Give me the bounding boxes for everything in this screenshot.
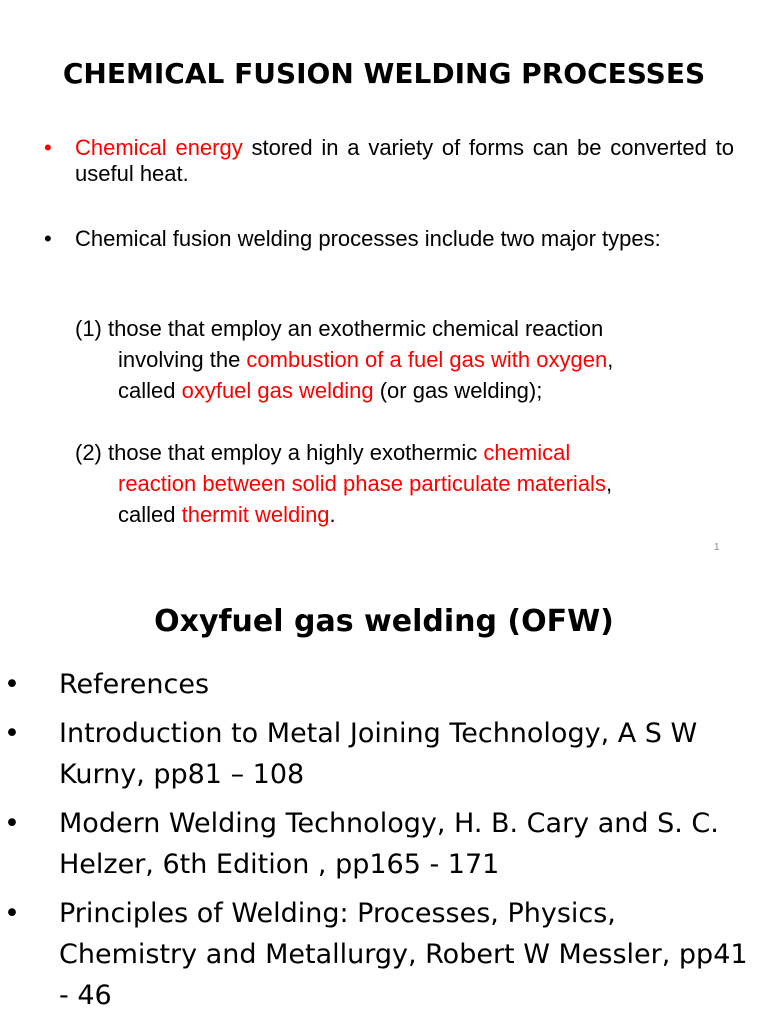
highlight-oxyfuel-gas-welding: oxyfuel gas welding bbox=[181, 378, 374, 403]
highlight-thermit-welding: thermit welding bbox=[181, 502, 330, 527]
highlight-combustion: combustion of a fuel gas with oxygen bbox=[246, 347, 608, 372]
type-item-oxyfuel bbox=[75, 313, 745, 406]
references-list bbox=[0, 664, 768, 1024]
text: (or gas welding); bbox=[373, 378, 543, 403]
highlight-chemical-energy: Chemical energy bbox=[75, 135, 243, 160]
list-item bbox=[0, 893, 749, 1016]
text: . bbox=[329, 502, 336, 527]
page-number: 1 bbox=[714, 542, 720, 553]
slide-title: CHEMICAL FUSION WELDING PROCESSES bbox=[62, 57, 706, 90]
item-line bbox=[75, 344, 745, 375]
item-line: (1) those that employ an exothermic chemical reaction bbox=[75, 316, 604, 341]
bullet-dot: • bbox=[4, 718, 20, 749]
bullet-dot: • bbox=[4, 808, 20, 839]
slide-title: Oxyfuel gas welding (OFW) bbox=[154, 604, 614, 639]
list-item-text: Principles of Welding: Processes, Physics, Chemistry and Metallurgy, Robert W Messler, pp41 - 46 bbox=[59, 898, 748, 1011]
text: called bbox=[118, 502, 182, 527]
list-item-text: Introduction to Metal Joining Technology, A S W Kurny, pp81 – 108 bbox=[59, 718, 698, 790]
item-line bbox=[75, 468, 745, 499]
highlight-solid-phase-reaction: reaction between solid phase particulate materials bbox=[118, 471, 606, 496]
item-line bbox=[75, 499, 745, 530]
list-item bbox=[0, 713, 749, 795]
type-item-thermit bbox=[75, 437, 745, 530]
list-item bbox=[0, 803, 749, 885]
bullet-dot: • bbox=[44, 135, 52, 160]
bullet-dot: • bbox=[4, 669, 20, 700]
bullet-dot: • bbox=[4, 898, 20, 929]
text: (2) those that employ a highly exothermic bbox=[75, 440, 484, 465]
text: , bbox=[607, 347, 614, 372]
slide-oxyfuel-gas-welding bbox=[0, 570, 768, 1024]
text: involving the bbox=[118, 347, 247, 372]
bullet-chemical-energy bbox=[44, 135, 734, 187]
text: called bbox=[118, 378, 182, 403]
bullet-process-types bbox=[44, 226, 734, 252]
text: , bbox=[605, 471, 613, 496]
list-item bbox=[0, 664, 749, 705]
highlight-chemical: chemical bbox=[483, 440, 571, 465]
bullet-text: stored in a variety of forms can be converted to useful heat. bbox=[75, 135, 734, 186]
item-line bbox=[75, 437, 745, 468]
bullet-text: Chemical fusion welding processes include two major types: bbox=[75, 226, 661, 251]
list-item-text: References bbox=[59, 669, 210, 700]
list-item-text: Modern Welding Technology, H. B. Cary and S. C. Helzer, 6th Edition , pp165 - 171 bbox=[59, 808, 719, 880]
item-line bbox=[75, 375, 745, 406]
bullet-dot: • bbox=[44, 226, 52, 251]
